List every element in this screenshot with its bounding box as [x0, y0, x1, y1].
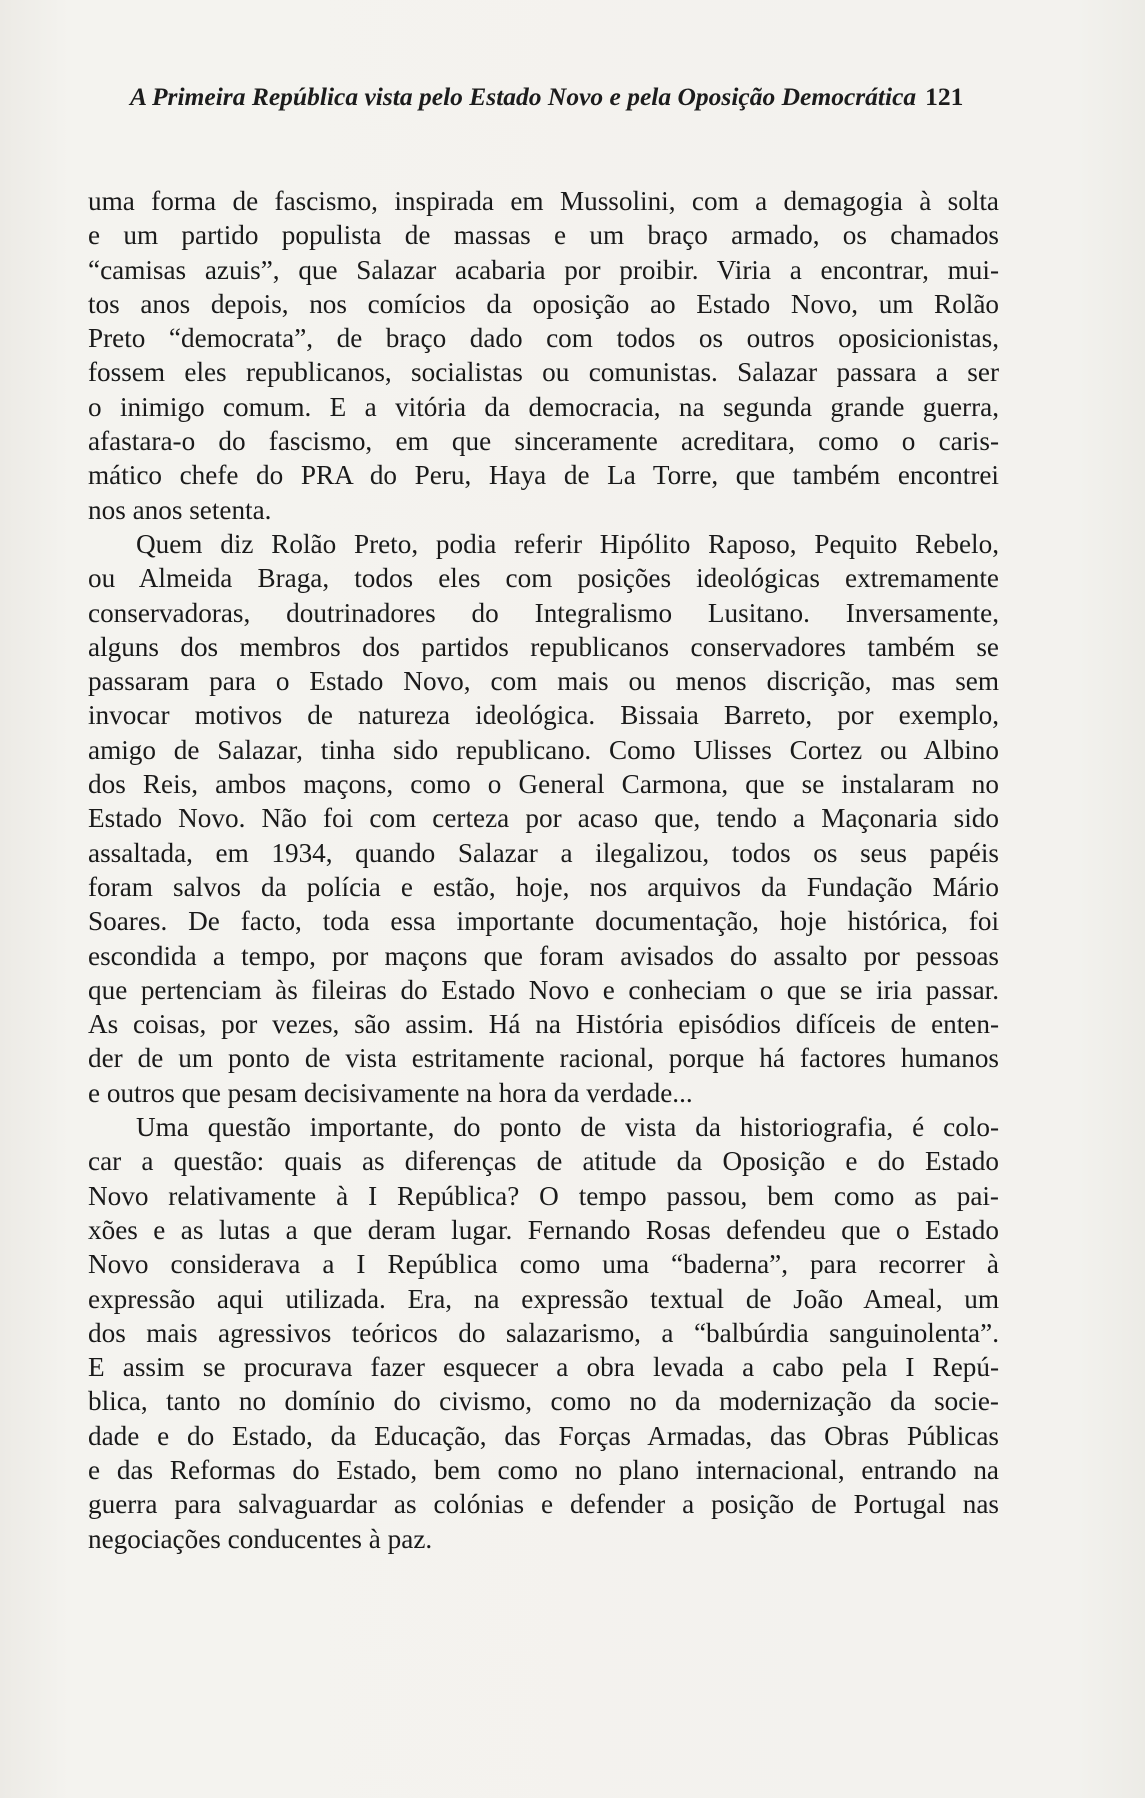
text-line: car a questão: quais as diferenças de atitude da Oposição e do Estado — [88, 1146, 999, 1177]
running-header — [130, 82, 1005, 112]
text-line: Uma questão importante, do ponto de vista da historiografia, é colo- — [136, 1112, 999, 1143]
text-line: Soares. De facto, toda essa importante documentação, hoje histórica, foi — [88, 906, 999, 937]
text-line: E assim se procurava fazer esquecer a obra levada a cabo pela I Repú- — [88, 1352, 999, 1383]
text-line: e outros que pesam decisivamente na hora da verdade... — [88, 1077, 693, 1108]
text-line: nos anos setenta. — [88, 494, 272, 525]
paragraph — [88, 527, 999, 1110]
text-line: ou Almeida Braga, todos eles com posições ideológicas extremamente — [88, 563, 999, 594]
text-line: assaltada, em 1934, quando Salazar a ilegalizou, todos os seus papéis — [88, 837, 999, 868]
page-number: 121 — [925, 82, 964, 111]
text-line: amigo de Salazar, tinha sido republicano. Como Ulisses Cortez ou Albino — [88, 734, 999, 765]
running-header-title: A Primeira República vista pelo Estado Novo e pela Oposição Democrática — [130, 82, 917, 111]
text-line: Novo considerava a I República como uma “baderna”, para recorrer à — [88, 1249, 999, 1280]
text-line: e das Reformas do Estado, bem como no plano internacional, entrando na — [88, 1454, 999, 1485]
text-line: Estado Novo. Não foi com certeza por acaso que, tendo a Maçonaria sido — [88, 803, 999, 834]
text-line: alguns dos membros dos partidos republicanos conservadores também se — [88, 631, 999, 662]
text-line: tos anos depois, nos comícios da oposição ao Estado Novo, um Rolão — [88, 288, 999, 319]
text-line: e um partido populista de massas e um braço armado, os chamados — [88, 220, 999, 251]
text-line: Novo relativamente à I República? O tempo passou, bem como as pai- — [88, 1180, 999, 1211]
paragraph — [88, 1110, 999, 1556]
text-line: blica, tanto no domínio do civismo, como no da modernização da socie- — [88, 1386, 999, 1417]
text-line: invocar motivos de natureza ideológica. Bissaia Barreto, por exemplo, — [88, 700, 999, 731]
text-line: o inimigo comum. E a vitória da democracia, na segunda grande guerra, — [88, 391, 999, 422]
text-line: dade e do Estado, da Educação, das Forças Armadas, das Obras Públicas — [88, 1420, 999, 1451]
text-line: expressão aqui utilizada. Era, na expressão textual de João Ameal, um — [88, 1283, 999, 1314]
text-line: que pertenciam às fileiras do Estado Novo e conheciam o que se iria passar. — [88, 974, 999, 1005]
text-line: Preto “democrata”, de braço dado com todos os outros oposicionistas, — [88, 323, 999, 354]
text-line: As coisas, por vezes, são assim. Há na História episódios difíceis de enten- — [88, 1009, 999, 1040]
text-line: mático chefe do PRA do Peru, Haya de La Torre, que também encontrei — [88, 460, 999, 491]
text-line: foram salvos da polícia e estão, hoje, nos arquivos da Fundação Mário — [88, 871, 999, 902]
text-line: passaram para o Estado Novo, com mais ou menos discrição, mas sem — [88, 666, 999, 697]
text-line: “camisas azuis”, que Salazar acabaria por proibir. Viria a encontrar, mui- — [88, 254, 999, 285]
text-line: fossem eles republicanos, socialistas ou comunistas. Salazar passara a ser — [88, 357, 999, 388]
text-line: Quem diz Rolão Preto, podia referir Hipólito Raposo, Pequito Rebelo, — [136, 528, 999, 559]
text-line: escondida a tempo, por maçons que foram avisados do assalto por pessoas — [88, 940, 999, 971]
text-line: dos Reis, ambos maçons, como o General Carmona, que se instalaram no — [88, 769, 999, 800]
text-line: der de um ponto de vista estritamente racional, porque há factores humanos — [88, 1043, 999, 1074]
text-line: conservadoras, doutrinadores do Integralismo Lusitano. Inversamente, — [88, 597, 999, 628]
text-line: xões e as lutas a que deram lugar. Fernando Rosas defendeu que o Estado — [88, 1214, 999, 1245]
body-text — [88, 184, 999, 1556]
paragraph — [88, 184, 999, 527]
text-line: afastara-o do fascismo, em que sinceramente acreditara, como o caris- — [88, 426, 999, 457]
text-line: dos mais agressivos teóricos do salazarismo, a “balbúrdia sanguinolenta”. — [88, 1317, 999, 1348]
text-line: guerra para salvaguardar as colónias e defender a posição de Portugal nas — [88, 1489, 999, 1520]
text-line: negociações conducentes à paz. — [88, 1523, 433, 1554]
text-line: uma forma de fascismo, inspirada em Mussolini, com a demagogia à solta — [88, 186, 999, 216]
